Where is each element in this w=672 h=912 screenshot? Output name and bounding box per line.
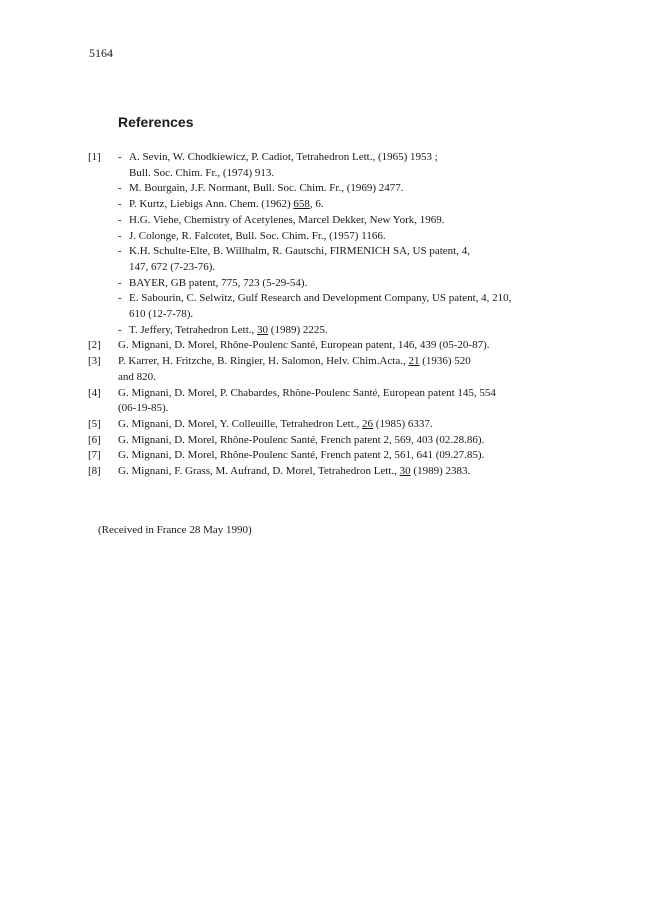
sub-reference xyxy=(118,276,608,292)
dash-marker: - xyxy=(118,323,122,336)
dash-marker: - xyxy=(118,245,122,258)
reference-item xyxy=(88,448,608,464)
volume-number: 21 xyxy=(408,355,420,368)
sub-reference xyxy=(118,244,608,275)
reference-text: G. Mignani, D. Morel, Rhône-Poulenc Santé, French patent 2, 561, 641 (09.27.85). xyxy=(118,449,485,462)
reference-text: K.H. Schulte-Elte, B. Willhalm, R. Gautschi, FIRMENICH SA, US patent, 4, xyxy=(129,245,470,258)
reference-line xyxy=(129,291,608,307)
dash-marker: - xyxy=(118,229,122,242)
volume-number: 30 xyxy=(399,465,411,478)
reference-line xyxy=(129,213,608,229)
reference-text: H.G. Viehe, Chemistry of Acetylenes, Marcel Dekker, New York, 1969. xyxy=(129,213,445,226)
reference-text: J. Colonge, R. Falcotet, Bull. Soc. Chim. Fr., (1957) 1166. xyxy=(129,229,386,242)
reference-line xyxy=(129,276,608,292)
dash-marker: - xyxy=(118,276,122,289)
reference-text: A. Sevin, W. Chodkiewicz, P. Cadiot, Tetrahedron Lett., (1965) 1953 ; xyxy=(129,151,438,163)
dash-marker: - xyxy=(118,151,122,163)
reference-text: P. Karrer, H. Fritzche, B. Ringier, H. Salomon, Helv. Chim.Acta., xyxy=(118,355,409,368)
reference-text: E. Sabourin, C. Selwitz, Gulf Research and Development Company, US patent, 4, 210, xyxy=(129,292,512,305)
reference-item xyxy=(88,150,608,338)
reference-text: (06-19-85). xyxy=(118,402,169,415)
reference-text: T. Jeffery, Tetrahedron Lett., xyxy=(129,323,258,336)
reference-line-continued: 147, 672 (7-23-76). xyxy=(129,260,216,273)
reference-line xyxy=(118,433,608,449)
reference-text: G. Mignani, D. Morel, P. Chabardes, Rhône-Poulenc Santé, European patent 145, 554 xyxy=(118,386,496,399)
reference-body xyxy=(118,433,608,449)
reference-number: [2] xyxy=(88,339,101,352)
sub-reference xyxy=(118,291,608,322)
reference-line xyxy=(118,338,608,354)
reference-number: [3] xyxy=(88,355,101,368)
reference-text: G. Mignani, D. Morel, Rhône-Poulenc Santé, French patent 2, 569, 403 (02.28.86). xyxy=(118,433,485,446)
reference-item xyxy=(88,464,608,480)
reference-line xyxy=(118,386,608,402)
reference-body xyxy=(118,464,608,480)
reference-line xyxy=(129,197,608,213)
reference-line xyxy=(118,464,608,480)
sub-reference xyxy=(118,197,608,213)
reference-line xyxy=(129,229,608,245)
reference-line xyxy=(129,150,608,166)
dash-marker: - xyxy=(118,213,122,226)
reference-item xyxy=(88,433,608,449)
reference-text: (1936) 520 xyxy=(419,355,471,368)
reference-line xyxy=(129,323,608,339)
dash-marker: - xyxy=(118,292,122,305)
reference-text: M. Bourgain, J.F. Normant, Bull. Soc. Chim. Fr., (1969) 2477. xyxy=(129,182,404,195)
reference-number: [5] xyxy=(88,417,101,430)
reference-line xyxy=(129,244,608,260)
reference-item xyxy=(88,386,608,417)
reference-item xyxy=(88,354,608,385)
reference-body xyxy=(118,338,608,354)
reference-item xyxy=(88,417,608,433)
reference-list xyxy=(88,150,608,480)
volume-number: 30 xyxy=(257,323,269,336)
reference-body xyxy=(118,386,608,417)
reference-line xyxy=(118,354,608,370)
reference-number: [4] xyxy=(88,386,101,399)
sub-reference xyxy=(118,229,608,245)
sub-reference xyxy=(118,323,608,339)
reference-text: P. Kurtz, Liebigs Ann. Chem. (1962) xyxy=(129,198,294,211)
reference-line xyxy=(129,181,608,197)
volume-number: 658 xyxy=(293,198,310,211)
reference-text: G. Mignani, F. Grass, M. Aufrand, D. Morel, Tetrahedron Lett., xyxy=(118,465,400,478)
reference-line xyxy=(118,417,608,433)
reference-line-continued: 610 (12-7-78). xyxy=(129,308,194,321)
references-heading: References xyxy=(118,114,194,130)
page-number: 5164 xyxy=(89,46,113,60)
reference-text: (1985) 6337. xyxy=(373,417,433,430)
reference-line xyxy=(118,370,608,386)
reference-text: G. Mignani, D. Morel, Y. Colleuille, Tetrahedron Lett., xyxy=(118,417,363,430)
reference-body xyxy=(118,150,608,338)
reference-number: [8] xyxy=(88,465,101,478)
sub-reference xyxy=(118,213,608,229)
dash-marker: - xyxy=(118,182,122,195)
sub-reference xyxy=(118,150,608,181)
reference-line xyxy=(118,448,608,464)
reference-number: [6] xyxy=(88,433,101,446)
reference-text: and 820. xyxy=(118,370,156,383)
reference-number: [7] xyxy=(88,449,101,462)
reference-text: (1989) 2383. xyxy=(410,465,471,478)
received-date: (Received in France 28 May 1990) xyxy=(98,524,252,536)
reference-text: BAYER, GB patent, 775, 723 (5-29-54). xyxy=(129,276,308,289)
reference-line-continued: Bull. Soc. Chim. Fr., (1974) 913. xyxy=(129,166,275,179)
sub-reference xyxy=(118,181,608,197)
dash-marker: - xyxy=(118,198,122,211)
reference-body xyxy=(118,448,608,464)
volume-number: 26 xyxy=(362,417,374,430)
reference-line xyxy=(118,401,608,417)
reference-text: , 6. xyxy=(309,198,324,211)
reference-text: G. Mignani, D. Morel, Rhône-Poulenc Santé, European patent, 146, 439 (05-20-87). xyxy=(118,339,490,352)
reference-body xyxy=(118,354,608,385)
reference-text: (1989) 2225. xyxy=(268,323,328,336)
reference-body xyxy=(118,417,608,433)
reference-number: [1] xyxy=(88,151,101,163)
reference-item xyxy=(88,338,608,354)
